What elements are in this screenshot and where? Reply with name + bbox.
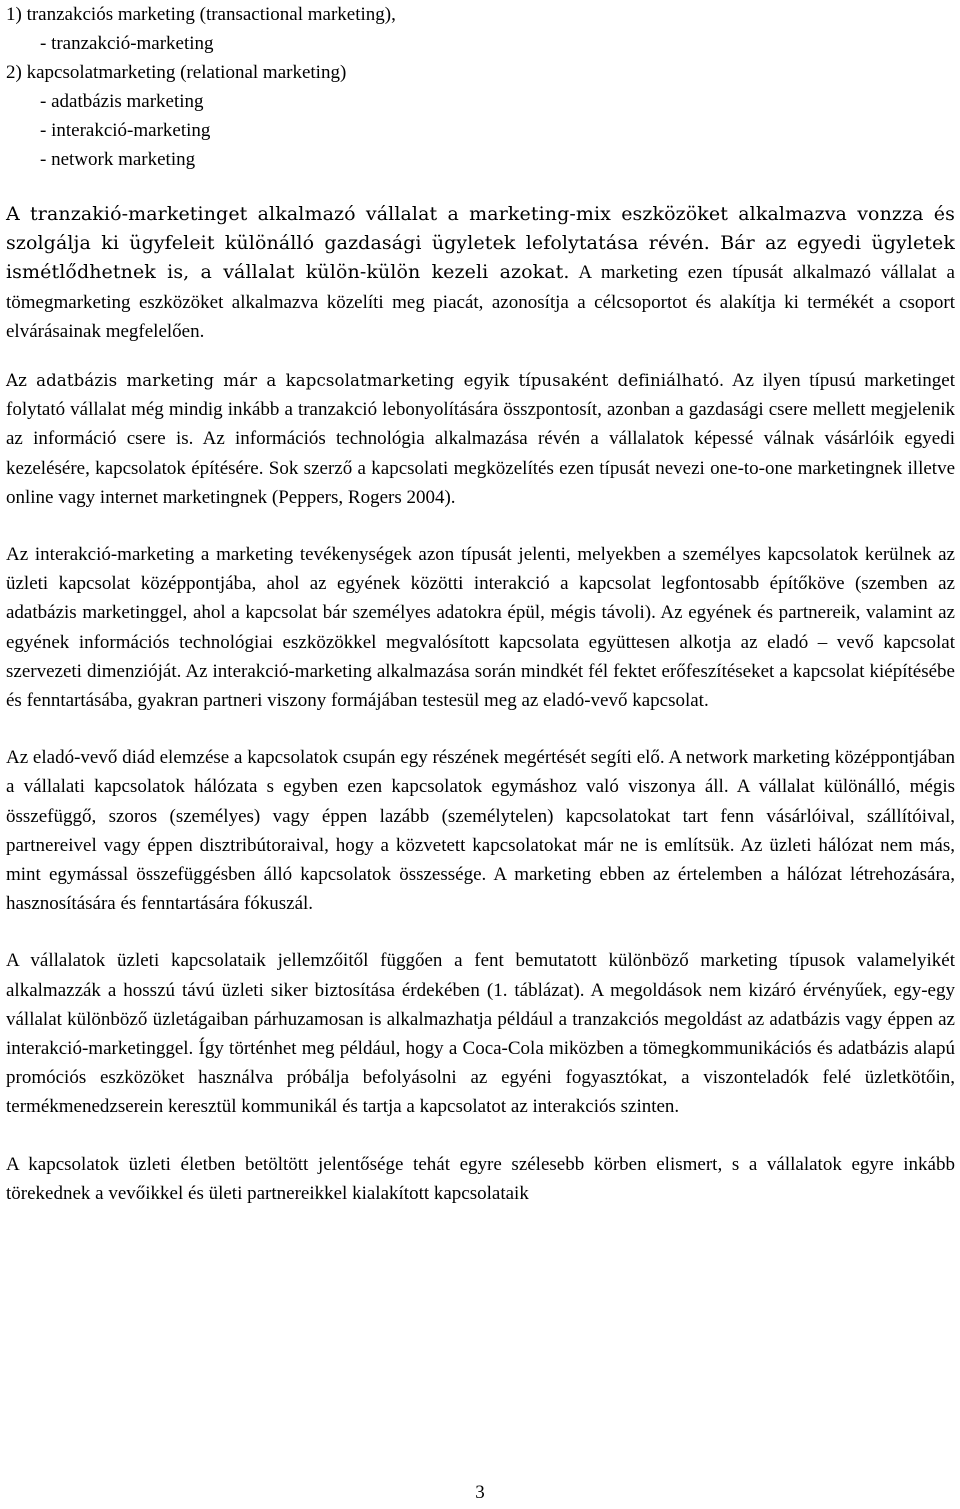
paragraph-text: Az adatbázis marketing már a kapcsolatmarketing egyik típusaként definiálható.	[6, 371, 725, 391]
list-item: 1) tranzakciós marketing (transactional marketing),	[6, 4, 396, 25]
paragraph-text: A tranzakió-marketinget alkalmazó vállalat a marketing-mix eszközöket alkalmazva vonzza és szolgálja ki ügyfeleit különálló gazdasági ügyletek lefolytatása révén. Bár az egyedi ügyletek ismétlődhetnek is, a vállalat külön-külön kezeli azokat.	[6, 203, 955, 284]
page-number: 3	[475, 1482, 485, 1503]
paragraph-interaction-marketing: Az interakció-marketing a marketing tevékenységek azon típusát jelenti, melyekben a személyes kapcsolatok kerülnek az üzleti kapcsolat középpontjába, ahol az egyének közötti interakció a kapcsolat legfontosabb építőköve (szemben az adatbázis marketinggel, ahol a kapcsolat bár személyes adatokra épül, mégis távoli). Az egyének és partnereik, valamint az egyének információs technológiai eszközökkel megvalósított kapcsolata együttesen alkotja az eladó – vevő kapcsolat szervezeti dimenzióját. Az interakció-marketing alkalmazása során mindkét fél fektet erőfeszítéseket a kapcsolat kiépítésébe és fenntartásába, gyakran partneri viszony formájában testesül meg az eladó-vevő kapcsolat.	[6, 544, 955, 712]
list-sub-item: - tranzakció-marketing	[40, 33, 214, 54]
paragraph-database-marketing	[6, 366, 955, 512]
marketing-types-list	[6, 0, 955, 174]
paragraph-relationship-importance: A kapcsolatok üzleti életben betöltött jelentősége tehát egyre szélesebb körben elismert, s a vállalatok egyre inkább törekednek a vevőikkel és ületi partnereikkel kialakított kapcsolataik	[6, 1153, 955, 1204]
paragraph-marketing-types-usage: A vállalatok üzleti kapcsolataik jellemzőitől függően a fent bemutatott különböző marketing típusok valamelyikét alkalmazzák a hosszú távú üzleti siker biztosítása érdekében (1. táblázat). A megoldások nem kizáró érvényűek, egy-egy vállalat különböző üzletágaiban párhuzamosan is alkalmazhatja például a tranzakciós megoldást az adatbázis vagy éppen az interakció-marketinggel. Így történhet meg például, hogy a Coca-Cola miközben a tömegkommunikációs és adatbázis alapú promóciós eszközöket használva próbálja befolyásolni az egyéni fogyasztókat, a viszonteladók felé üzletkötőin, termékmenedzserein keresztül kommunikál és tartja a kapcsolatot az interakciós szinten.	[6, 950, 955, 1118]
paragraph-text: A marketing ezen típusát alkalmazó vállalat a tömegmarketing eszközöket alkalmazva közelíti meg piacát, azonosítja a célcsoportot és alakítja ki termékét a csoport elvárásainak megfelelően.	[6, 262, 955, 342]
list-sub-item: - network marketing	[40, 149, 196, 170]
paragraph-transaction-marketing	[6, 200, 955, 346]
document-page	[6, 0, 955, 1208]
list-item: 2) kapcsolatmarketing (relational marketing)	[6, 62, 347, 83]
list-sub-item: - adatbázis marketing	[40, 91, 204, 112]
list-sub-item: - interakció-marketing	[40, 120, 211, 141]
paragraph-network-marketing: Az eladó-vevő diád elemzése a kapcsolatok csupán egy részének megértését segíti elő. A network marketing középpontjában a vállalati kapcsolatok hálózata s egyben ezen kapcsolatok egymáshoz való viszonya áll. A vállalat különálló, mégis összefüggő, szoros (személyes) vagy éppen lazább (személytelen) kapcsolatokat tart fenn vásárlóival, szállítóival, partnereivel vagy éppen disztribútoraival, hogy a közvetett kapcsolatokat már ne is említsük. Az üzleti hálózat nem más, mint egymással összefüggésben álló kapcsolatok összessége. A marketing ebben az értelemben a hálózat létrehozására, hasznosítására és fenntartására fókuszál.	[6, 747, 955, 915]
paragraph-text: Az ilyen típusú marketinget folytató vállalat még mindig inkább a tranzakció lebonyolítására összpontosít, azonban a gazdasági csere mellett megjelenik az információ csere is. Az információs technológia alkalmazása révén a vállalatok képessé válnak vásárlóik egyedi kezelésére, kapcsolatok építésére. Sok szerző a kapcsolati megközelítés ezen típusát nevezi one-to-one marketingnek illetve online vagy internet marketingnek (Peppers, Rogers 2004).	[6, 370, 955, 508]
